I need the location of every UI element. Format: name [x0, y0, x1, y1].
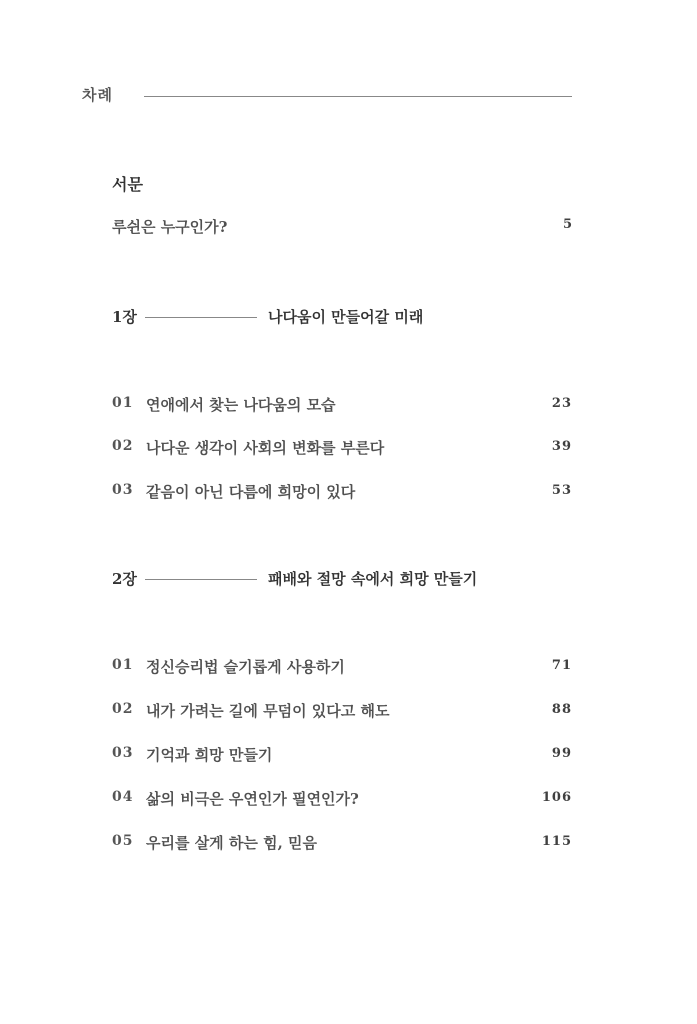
toc-entry-number: 05 [112, 833, 134, 849]
chapter-title: 나다움이 만들어갈 미래 [268, 308, 424, 326]
chapter-number: 1장 [112, 308, 137, 326]
toc-entry-number: 02 [112, 701, 134, 717]
toc-entry-page: 99 [551, 746, 572, 761]
toc-entry-page: 106 [541, 790, 572, 805]
toc-entry-page: 23 [551, 396, 572, 411]
toc-entry-label: 기억과 희망 만들기 [146, 746, 273, 764]
toc-entry-number: 03 [112, 745, 134, 761]
toc-entry-number: 01 [112, 657, 134, 673]
toc-entry-label: 삶의 비극은 우연인가 필연인가? [146, 790, 359, 808]
chapter-2-heading [112, 568, 572, 592]
toc-entry-label: 내가 가려는 길에 무덤이 있다고 해도 [146, 702, 390, 720]
toc-entry-label: 나다운 생각이 사회의 변화를 부른다 [146, 439, 385, 457]
intro-title: 서문 [112, 175, 143, 194]
toc-entry-page: 88 [551, 702, 572, 717]
page-title: 차례 [82, 86, 113, 104]
toc-entry-number: 01 [112, 395, 134, 411]
toc-entry[interactable] [112, 700, 572, 722]
header-rule [144, 96, 572, 97]
chapter-number: 2장 [112, 570, 137, 588]
toc-entry[interactable] [112, 788, 572, 810]
chapter-1-heading [112, 306, 572, 330]
chapter-title: 패배와 절망 속에서 희망 만들기 [268, 570, 478, 588]
toc-entry[interactable] [112, 394, 572, 416]
toc-entry-page: 71 [551, 658, 572, 673]
toc-entry-page: 115 [541, 834, 572, 849]
toc-entry-number: 04 [112, 789, 134, 805]
chapter-rule [145, 317, 257, 318]
toc-entry-label: 같음이 아닌 다름에 희망이 있다 [146, 483, 356, 501]
toc-header [82, 84, 572, 108]
chapter-rule [145, 579, 257, 580]
toc-entry[interactable] [112, 437, 572, 459]
toc-entry-number: 02 [112, 438, 134, 454]
toc-entry-page: 53 [551, 483, 572, 498]
toc-entry-page: 39 [551, 439, 572, 454]
toc-entry[interactable] [112, 656, 572, 678]
toc-entry[interactable] [112, 216, 572, 238]
toc-entry[interactable] [112, 744, 572, 766]
toc-entry[interactable] [112, 481, 572, 503]
toc-entry-number: 03 [112, 482, 134, 498]
toc-entry-label: 정신승리법 슬기롭게 사용하기 [146, 658, 345, 676]
toc-entry-label: 우리를 살게 하는 힘, 믿음 [146, 834, 318, 852]
toc-entry-label: 루쉰은 누구인가? [112, 218, 228, 236]
toc-entry-page: 5 [562, 217, 572, 232]
toc-entry-label: 연애에서 찾는 나다움의 모습 [146, 396, 336, 414]
toc-entry[interactable] [112, 832, 572, 854]
